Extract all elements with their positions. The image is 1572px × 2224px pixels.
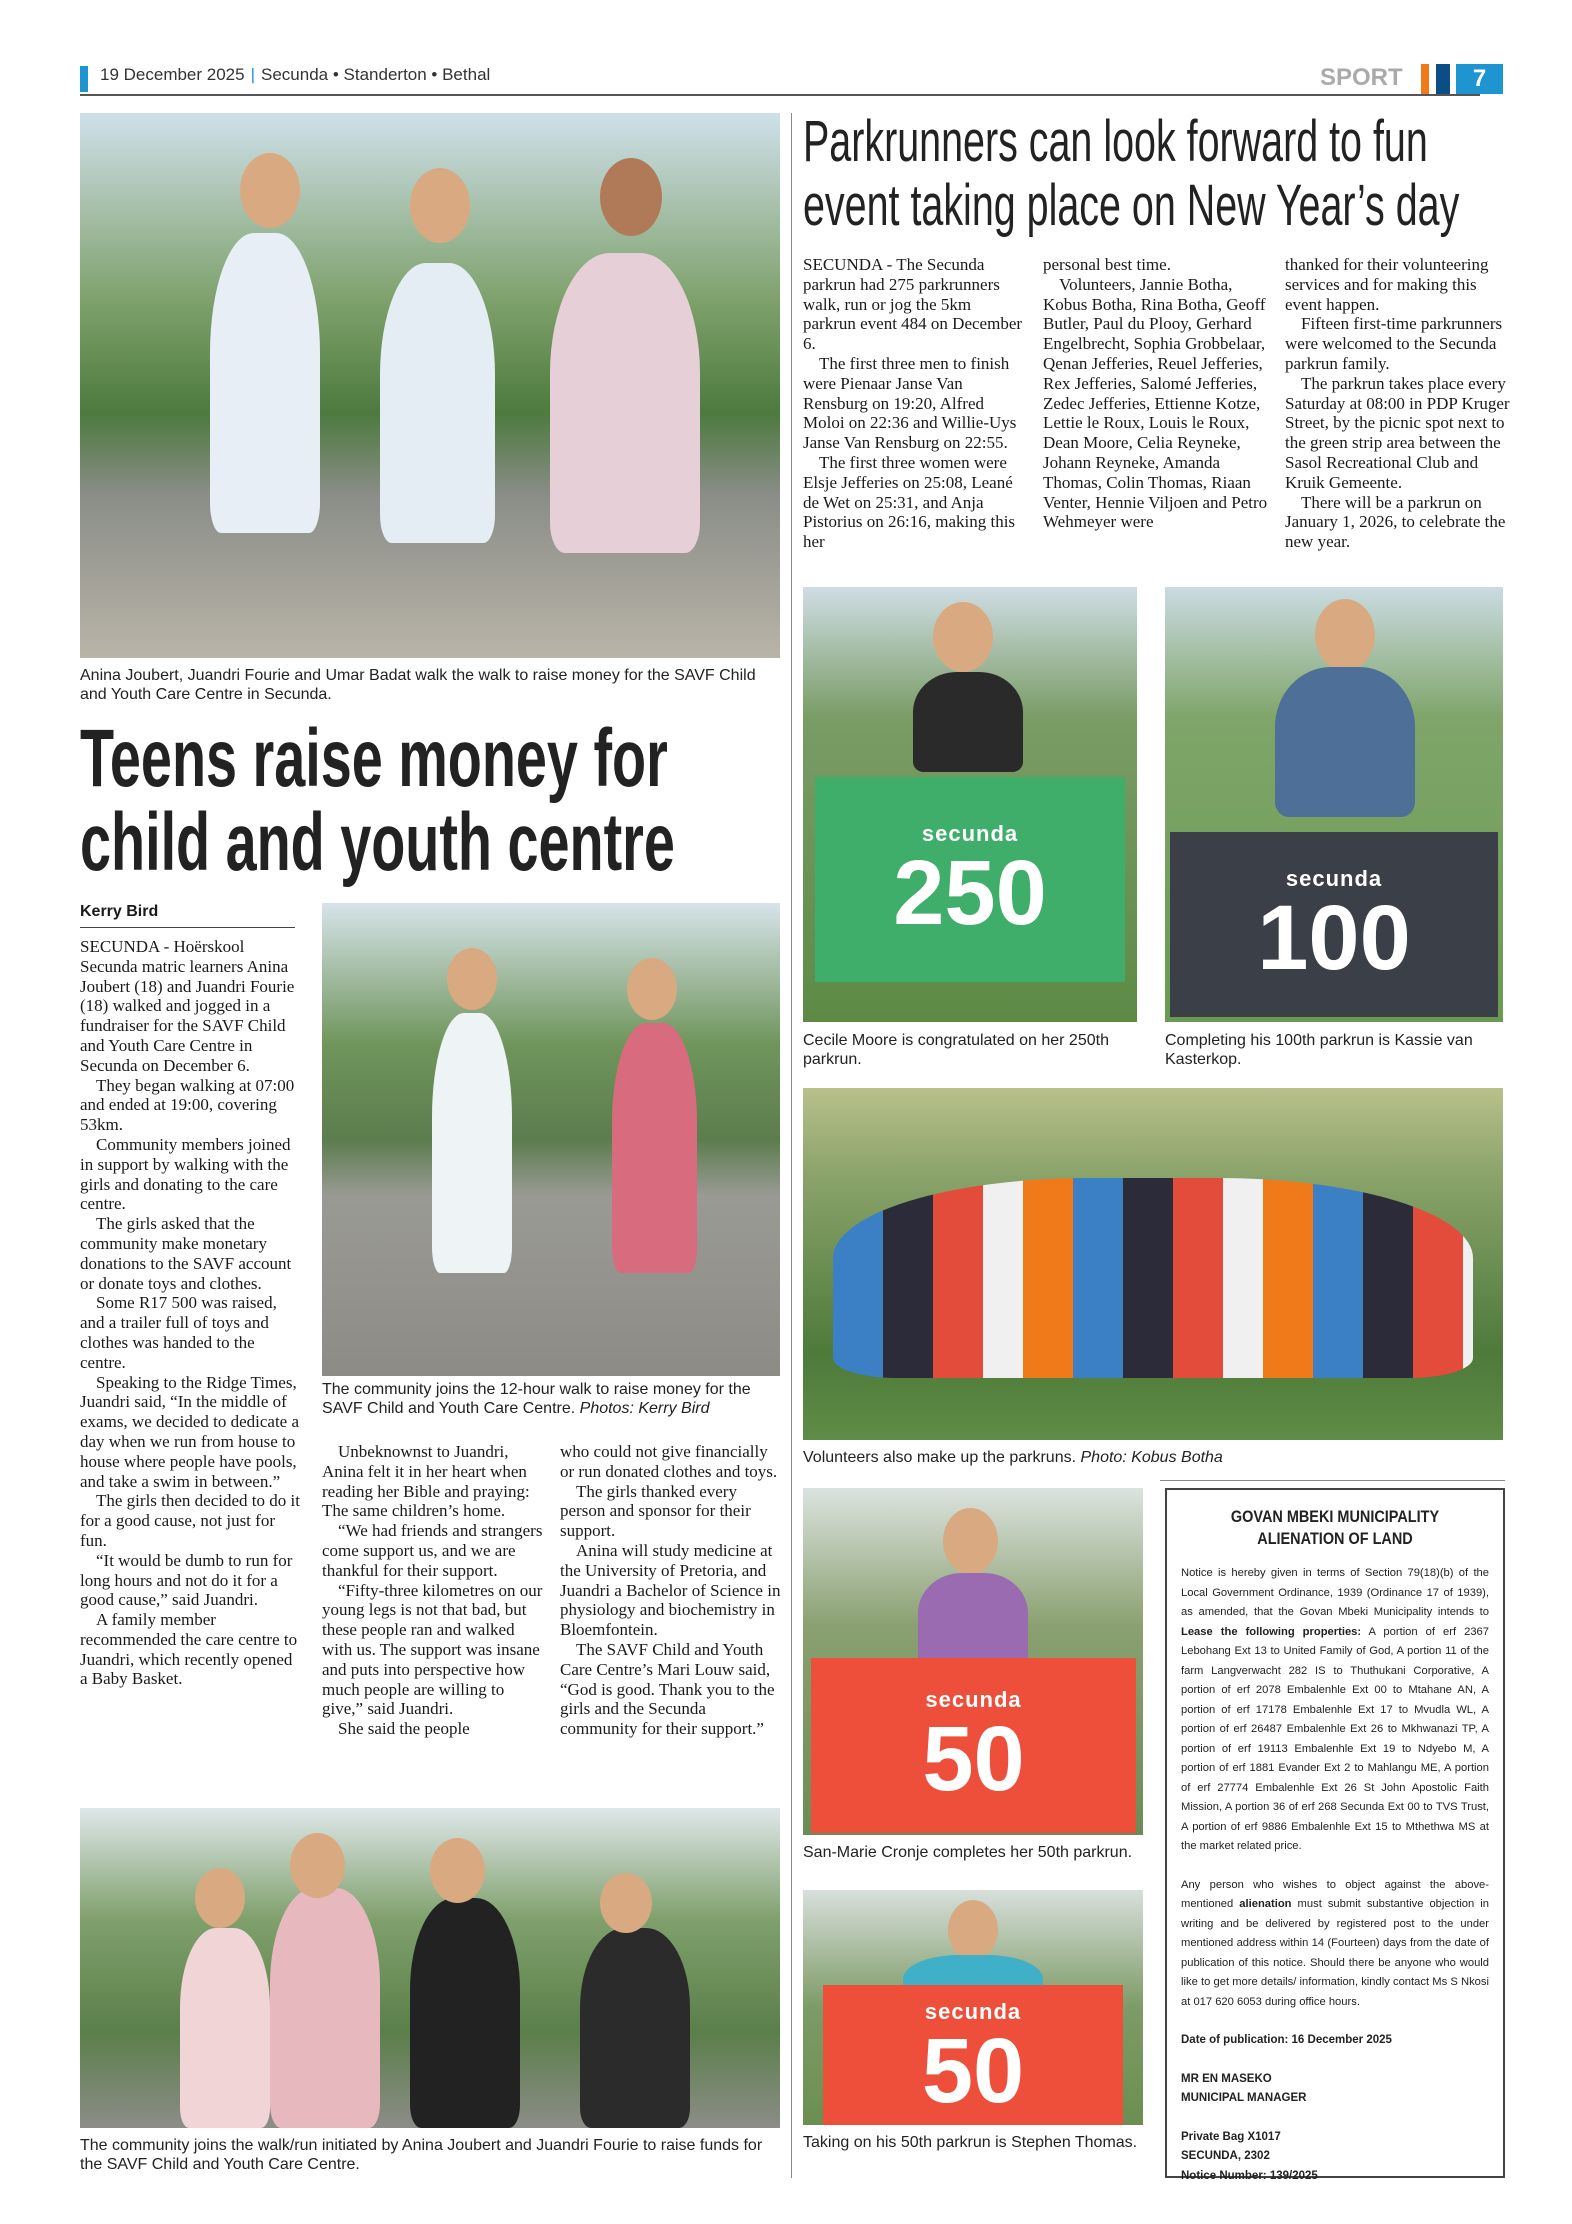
separator: | — [250, 65, 256, 84]
article-paragraph: SECUNDA - The Secunda parkrun had 275 parkrunners walk, run or jog the 5km parkrun event 484 on December 6. — [803, 255, 1023, 354]
banner-text: secunda — [924, 1998, 1022, 2024]
caption-text: Volunteers also make up the parkruns. — [803, 1449, 1077, 1466]
parkrun-banner — [815, 777, 1125, 982]
photo-caption: Anina Joubert, Juandri Fourie and Umar Badat walk the walk to raise money for the SAVF Child and Youth Care Centre in Secunda. — [80, 667, 756, 703]
notice-paragraph — [1181, 1564, 1489, 1857]
photo-caption: San-Marie Cronje completes her 50th parkrun. — [803, 1844, 1133, 1861]
headline-line: child and youth centre — [80, 797, 675, 888]
photo-volunteers — [803, 1088, 1503, 1440]
parkrun-banner — [811, 1658, 1136, 1833]
article-paragraph: thanked for their volunteering services and for making this event happen. — [1285, 255, 1489, 314]
article-paragraph: Community members joined in support by walking with the girls and donating to the care centre. — [80, 1134, 291, 1214]
photo-credit: Photos: Kerry Bird — [579, 1400, 710, 1417]
byline: Kerry Bird — [80, 903, 295, 928]
parkrun-column-2 — [1043, 255, 1268, 532]
section-accent-orange — [1421, 64, 1429, 94]
article-paragraph: The first three men to finish were Pienaar Janse Van Rensburg on 19:20, Alfred Moloi on 22:36 and Willie-Uys Janse Van Rensburg on 22:55. — [803, 353, 1017, 453]
banner-number: 250 — [893, 841, 1047, 944]
photo-caption: The community joins the walk/run initiated by Anina Joubert and Juandri Fourie to raise funds for the SAVF Child and Youth Care Centre. — [80, 2137, 763, 2173]
photo-caption — [803, 1448, 1503, 1467]
banner-number: 100 — [1257, 886, 1411, 989]
notice-bold-text: alienation — [1239, 1898, 1292, 1910]
article-paragraph: “We had friends and strangers come support us, and we are thankful for their support. — [322, 1521, 543, 1580]
teens-column-2 — [322, 1442, 547, 1739]
municipal-notice — [1165, 1488, 1505, 2182]
article-paragraph: She said the people — [338, 1719, 470, 1739]
article-paragraph: Fifteen first-time parkrunners were welcomed to the Secunda parkrun family. — [1285, 314, 1503, 373]
signatory-title: MUNICIPAL MANAGER — [1181, 2092, 1307, 2104]
page-number: 7 — [1456, 64, 1503, 94]
article-paragraph: Volunteers, Jannie Botha, Kobus Botha, Rina Botha, Geoff Butler, Paul du Plooy, Gerhard Engelbrecht, Sophia Grobbelaar, Qenan Jefferies, Reuel Jefferies, Rex Jefferies, Salomé Jefferies, Zedec Jefferies, Ettienne Kotze, Lettie le Roux, Louis le Roux, Dean Moore, Celia Reyneke, Johann Reyneke, Amanda Thomas, Colin Thomas, Riaan Venter, Hennie Viljoen and Petro Wehmeyer were — [1043, 274, 1268, 532]
address-line: SECUNDA, 2302 — [1181, 2150, 1270, 2162]
notice-title-line: ALIENATION OF LAND — [1257, 1529, 1413, 1548]
parkrun-column-1 — [803, 255, 1028, 552]
headline-line: Parkrunners can look forward to fun — [803, 109, 1428, 174]
photo-walk-run-group — [80, 1808, 780, 2128]
article-paragraph: Anina will study medicine at the University of Pretoria, and Juandri a Bachelor of Science in physiology and biochemistry in Bloemfontein. — [560, 1540, 781, 1640]
article-paragraph: A family member recommended the care centre to Juandri, which recently opened a Baby Basket. — [80, 1610, 298, 1689]
address-line: Private Bag X1017 — [1181, 2130, 1281, 2143]
signatory-name: MR EN MASEKO — [1181, 2072, 1272, 2085]
article-paragraph: Unbeknownst to Juandri, Anina felt it in her heart when reading her Bible and praying: The same children’s home. — [322, 1442, 530, 1521]
banner-text: secunda — [925, 1686, 1022, 1712]
article-paragraph: They began walking at 07:00 and ended at 19:00, covering 53km. — [80, 1075, 295, 1135]
section-rule — [1160, 1480, 1505, 1481]
header-accent-bar — [80, 66, 88, 92]
article-paragraph: The girls thanked every person and sponsor for their support. — [560, 1481, 751, 1541]
notice-text: must submit substantive objection in writing and be delivered by registered post to the under mentioned address within 14 (Fourteen) days from the date of publication of this notice. Should there be anyone who would like to get more details/ information, kindly contact Ms S Nkosi at 017 620 6053 during office hours. — [1181, 1898, 1489, 2008]
photo-50th-parkrun-san-marie — [803, 1488, 1143, 1835]
article-paragraph: Some R17 500 was raised, and a trailer full of toys and clothes was handed to the centre. — [80, 1293, 277, 1372]
parkrun-banner — [823, 1985, 1123, 2125]
section-accent-navy — [1436, 64, 1450, 94]
notice-text: Any person who wishes to object against the above-mentioned — [1181, 1878, 1489, 1910]
column-divider — [791, 113, 792, 2178]
edition-towns: Secunda • Standerton • Bethal — [261, 65, 491, 84]
notice-text: A portion of erf 2367 Lebohang Ext 13 to United Family of God, A portion 11 of the farm Langverwacht 282 IS to Thuthukani Corporative, A portion of erf 2078 Embalenhle Ext 00 to Mtahane AN, A portion of erf 17178 Embalenhle Ext 17 to Mvudla WL, A portion of erf 26487 Embalenhle Ext 26 to Mkhwanazi TP, A portion of erf 19113 Embalenhle Ext 19 to Ndyebo M, A portion of erf 1881 Evander Ext 2 to Mahlangu ME, A portion of erf 27774 Embalenhle Ext 26 St John Apostolic Faith Mission, A portion 36 of erf 268 Secunda Ext 00 to TVS Trust, A portion of erf 9886 Embalenhle Ext 15 to Mthethwa MS at the market related price. — [1181, 1625, 1489, 1852]
notice-paragraph — [1181, 1876, 1489, 2013]
headline-line: Teens raise money for — [80, 713, 668, 804]
teens-column-1 — [80, 937, 302, 1689]
article-paragraph: “It would be dumb to run for long hours and not do it for a good cause,” said Juandri. — [80, 1550, 293, 1610]
article-paragraph: The SAVF Child and Youth Care Centre’s Mari Louw said, “God is good. Thank you to the girls and the Secunda community for their support.” — [560, 1639, 775, 1739]
parkrun-column-3 — [1285, 255, 1510, 552]
parkrun-banner — [1170, 832, 1498, 1017]
headline-line: event taking place on New Year’s day — [803, 173, 1460, 238]
photo-caption: Taking on his 50th parkrun is Stephen Thomas. — [803, 2134, 1138, 2151]
photo-caption — [322, 1380, 782, 1418]
teens-headline — [80, 713, 675, 888]
dateline — [100, 65, 490, 85]
section-label: SPORT — [1320, 64, 1403, 91]
photo-250th-parkrun — [803, 587, 1137, 1022]
article-paragraph: The girls then decided to do it for a good cause, not just for fun. — [80, 1491, 300, 1550]
article-paragraph: personal best time. — [1043, 255, 1171, 274]
banner-text: secunda — [921, 820, 1019, 846]
article-paragraph: The first three women were Elsje Jefferies on 25:08, Leané de Wet on 25:31, and Anja Pistorius on 26:16, making this her — [803, 452, 1016, 552]
notice-bold-text: Lease the following properties: — [1181, 1625, 1362, 1638]
banner-number: 50 — [921, 2019, 1025, 2122]
photo-caption: Cecile Moore is congratulated on her 250th parkrun. — [803, 1032, 1109, 1068]
parkrun-headline — [803, 109, 1460, 241]
article-paragraph: SECUNDA - Hoërskool Secunda matric learners Anina Joubert (18) and Juandri Fourie (18) walked and jogged in a fundraiser for the SAVF Child and Youth Care Centre in Secunda on December 6. — [80, 937, 295, 1075]
photo-credit: Photo: Kobus Botha — [1080, 1449, 1223, 1466]
publication-date: Date of publication: 16 December 2025 — [1181, 2034, 1392, 2046]
photo-100th-parkrun — [1165, 587, 1503, 1022]
article-paragraph: Speaking to the Ridge Times, Juandri said, “In the middle of exams, we decided to dedicate a day when we run from house to house where people have pools, and take a swim in between.” — [80, 1372, 300, 1491]
header-rule — [80, 94, 1480, 96]
caption-text: The community joins the 12-hour walk to raise money for the SAVF Child and Youth Care Centre. — [322, 1381, 751, 1417]
photo-community-walk — [322, 903, 780, 1376]
photo-three-walkers — [80, 113, 780, 658]
article-paragraph: “Fifty-three kilometres on our young legs is not that bad, but these people ran and walked with us. The support was insane and puts into perspective how much people are willing to give,” said Juandri. — [322, 1580, 543, 1719]
photo-caption: Completing his 100th parkrun is Kassie van Kasterkop. — [1165, 1032, 1473, 1068]
notice-title-line: GOVAN MBEKI MUNICIPALITY — [1230, 1507, 1440, 1526]
article-paragraph: There will be a parkrun on January 1, 2026, to celebrate the new year. — [1285, 492, 1506, 552]
article-paragraph: The parkrun takes place every Saturday at 08:00 in PDP Kruger Street, by the picnic spot next to the green strip area between the Sasol Recreational Club and Kruik Gemeente. — [1285, 373, 1510, 492]
notice-text: Notice is hereby given in terms of Section 79(18)(b) of the Local Government Ordinance, 1939 (Ordinance 17 of 1939), as amended, that the Govan Mbeki Municipality intends to — [1181, 1567, 1489, 1618]
article-paragraph: who could not give financially or run donated clothes and toys. — [560, 1442, 778, 1481]
notice-title — [1204, 1506, 1466, 1550]
article-paragraph: The girls asked that the community make monetary donations to the SAVF account or donate toys and clothes. — [80, 1214, 292, 1293]
banner-number: 50 — [922, 1707, 1025, 1810]
banner-text: secunda — [1285, 865, 1383, 891]
notice-number: Notice Number: 139/2025 — [1181, 2169, 1318, 2182]
photo-50th-parkrun-stephen — [803, 1890, 1143, 2125]
teens-column-3 — [560, 1442, 785, 1739]
issue-date: 19 December 2025 — [100, 65, 245, 84]
